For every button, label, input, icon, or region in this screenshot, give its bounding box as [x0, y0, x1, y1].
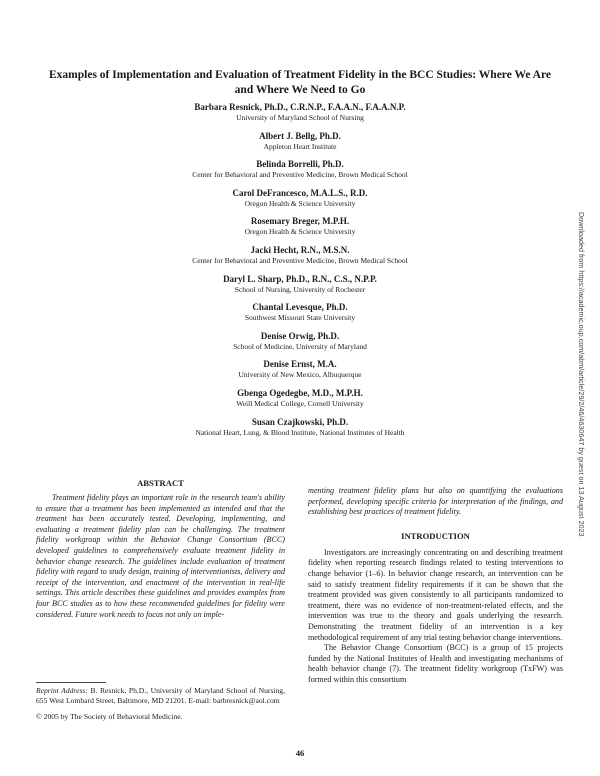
introduction-paragraph: Investigators are increasingly concentrating on and describing treatment fidelity when reporting research findings related to testing interventions to change behavior (1–6). In behavior change research, an intervention can be said to satisfy treatment fidelity requirements if it can be shown that the treatment provided was given consistently to all participants randomized to treatment, there was no evidence of non-treatment-related effects, and the intervention was true to the theory and goals underlying the research. Demonstrating the treatment fidelity of an intervention is a key methodological requirement of any trial testing behavior change interventions. [308, 547, 563, 642]
author-affiliation: Appleton Heart Institute [263, 141, 337, 151]
author-name: Rosemary Breger, M.P.H. [250, 216, 350, 227]
author-block [40, 331, 560, 352]
left-column [36, 478, 285, 620]
author-name: Denise Orwig, Ph.D. [260, 330, 340, 341]
author-name: Barbara Resnick, Ph.D., C.R.N.P., F.A.A.N., F.A.A.N.P. [194, 102, 406, 112]
author-affiliation: Southwest Missouri State University [244, 313, 356, 323]
author-block [40, 188, 560, 209]
author-name: Jacki Hecht, R.N., M.S.N. [250, 244, 350, 255]
abstract-heading: ABSTRACT [137, 478, 184, 488]
author-name: Chantal Levesque, Ph.D. [252, 302, 348, 313]
author-block [40, 274, 560, 295]
reprint-label: Reprint Address: [36, 686, 88, 695]
author-name: Carol DeFrancesco, M.A.L.S., R.D. [232, 187, 368, 198]
author-block [40, 302, 560, 323]
author-affiliation: School of Medicine, University of Maryland [233, 341, 367, 351]
author-affiliation: School of Nursing, University of Rochester [234, 284, 366, 294]
abstract-text: Treatment fidelity plays an important role in the research team's ability to ensure that a treatment has been implemented as intended and that the treatment has been accurately tested. Developing, implementing, and evaluating a treatment fidelity plan can be challenging. The treatment fidelity workgroup within the Behavior Change Consortium (BCC) developed guidelines to comprehensively evaluate treatment fidelity in behavior change research. The guidelines include evaluation of treatment fidelity with regard to study design, training of interventionists, delivery and receipt of the intervention, and enactment of the intervention in real-life settings. This article describes these guidelines and provides examples from four BCC studies as to how these recommended guidelines for fidelity were considered. Future work needs to focus not only on imple- [36, 493, 285, 619]
author-list [40, 102, 560, 445]
author-name: Denise Ernst, M.A. [263, 359, 337, 370]
author-block [40, 216, 560, 237]
author-block [40, 245, 560, 266]
author-affiliation: National Heart, Lung, & Blood Institute, National Institutes of Health [195, 427, 405, 437]
footnote-divider [36, 682, 106, 683]
author-affiliation: Oregon Health & Science University [244, 227, 356, 237]
author-affiliation: Oregon Health & Science University [244, 198, 356, 208]
author-affiliation: University of New Mexico, Albuquerque [238, 370, 362, 380]
reprint-address [36, 686, 285, 706]
author-affiliation: University of Maryland School of Nursing [236, 113, 364, 122]
footnote [36, 686, 285, 728]
right-column [308, 486, 563, 686]
author-block [40, 417, 560, 438]
author-name: Daryl L. Sharp, Ph.D., R.N., C.S., N.P.P. [223, 273, 377, 284]
author-block [40, 102, 560, 123]
copyright-notice: © 2005 by The Society of Behavioral Medicine. [36, 712, 183, 721]
author-affiliation: Center for Behavioral and Preventive Medicine, Brown Medical School [192, 255, 408, 265]
abstract-continuation: menting treatment fidelity plans but also on quantifying the evaluations performed, developing specific criteria for interpretation of the findings, and establishing best practices of treatment fidelity. [308, 486, 563, 517]
article-title: Examples of Implementation and Evaluation of Treatment Fidelity in the BCC Studies: Where We Are and Where We Need to Go [49, 69, 551, 96]
introduction-heading: INTRODUCTION [401, 530, 470, 541]
author-name: Gbenga Ogedegbe, M.D., M.P.H. [237, 387, 363, 398]
page-number: 46 [295, 748, 305, 758]
author-block [40, 131, 560, 152]
author-block [40, 159, 560, 180]
introduction-paragraph: The Behavior Change Consortium (BCC) is a group of 15 projects funded by the National Institutes of Health and investigating mechanisms of health behavior change (7). The treatment fidelity workgroup (TxFW) was formed within this consortium [308, 643, 563, 684]
author-affiliation: Center for Behavioral and Preventive Medicine, Brown Medical School [192, 170, 408, 180]
author-block [40, 388, 560, 409]
author-block [40, 359, 560, 380]
author-name: Belinda Borrelli, Ph.D. [256, 159, 344, 170]
reprint-text: B. Resnick, Ph.D., University of Maryland School of Nursing, 655 West Lombard Street, Baltimore, MD 21201. E-mail: barbresnick@aol.com [36, 686, 285, 705]
author-affiliation: Weill Medical College, Cornell University [236, 398, 364, 408]
author-name: Albert J. Bellg, Ph.D. [259, 130, 341, 141]
download-notice: Downloaded from https://academic.oup.com/abm/article/29/2/46/4630647 by guest on 13 August 2023 [577, 212, 586, 537]
author-name: Susan Czajkowski, Ph.D. [251, 416, 349, 427]
